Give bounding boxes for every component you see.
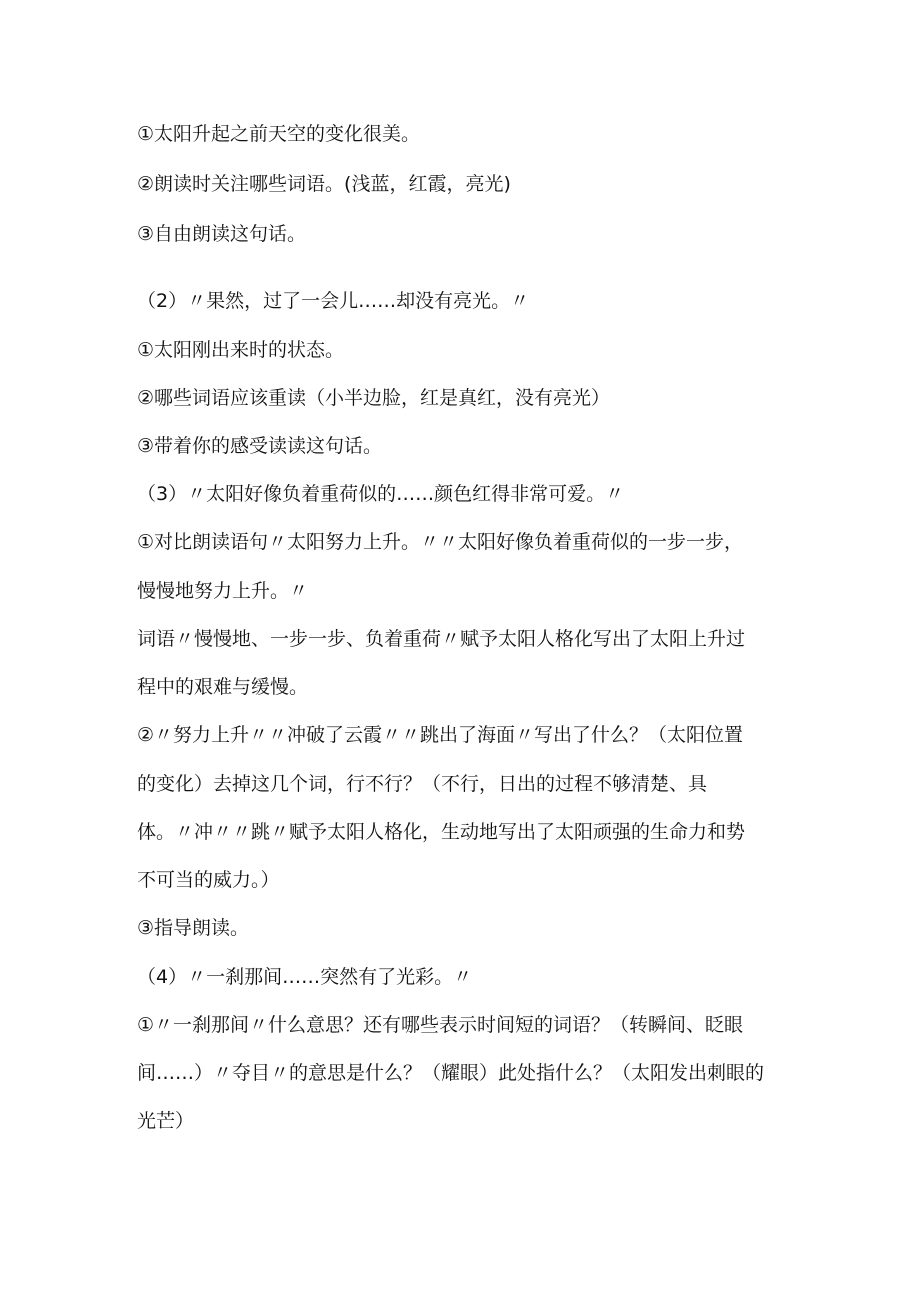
text-line: 光芒） — [137, 1110, 195, 1132]
text-line: ②朗读时关注哪些词语。(浅蓝，红霞，亮光) — [137, 173, 511, 195]
text-line: 不可当的威力。） — [137, 869, 280, 891]
text-line: 慢慢地努力上升。〃 — [137, 580, 309, 602]
text-line: ②哪些词语应该重读（小半边脸，红是真红，没有亮光） — [137, 387, 611, 409]
text-line: 的变化）去掉这几个词，行不行？（不行，日出的过程不够清楚、具 — [137, 773, 708, 795]
text-line: ③指导朗读。 — [137, 917, 250, 939]
text-line: 程中的艰难与缓慢。 — [137, 676, 309, 698]
section-heading: （3）〃太阳好像负着重荷似的……颜色红得非常可爱。〃 — [137, 483, 625, 505]
text-line: ①对比朗读语句〃太阳努力上升。〃〃太阳好像负着重荷似的一步一步， — [137, 531, 744, 553]
text-line: ③自由朗读这句话。 — [137, 223, 307, 245]
text-line: 间……）〃夺目〃的意思是什么？（耀眼）此处指什么？（太阳发出刺眼的 — [137, 1062, 765, 1084]
text-line: ①〃一刹那间〃什么意思？还有哪些表示时间短的词语？（转瞬间、眨眼 — [137, 1014, 744, 1036]
text-line: ①太阳升起之前天空的变化很美。 — [137, 123, 421, 145]
text-line: 词语〃慢慢地、一步一步、负着重荷〃赋予太阳人格化写出了太阳上升过 — [137, 628, 746, 650]
section-heading: （2）〃果然，过了一会儿……却没有亮光。〃 — [137, 290, 530, 312]
section-heading: （4）〃一刹那间……突然有了光彩。〃 — [137, 966, 473, 988]
text-line: 体。〃冲〃〃跳〃赋予太阳人格化，生动地写出了太阳顽强的生命力和势 — [137, 821, 746, 843]
text-line: ①太阳刚出来时的状态。 — [137, 339, 345, 361]
text-line: ③带着你的感受读读这句话。 — [137, 435, 383, 457]
text-line: ②〃努力上升〃〃冲破了云霞〃〃跳出了海面〃写出了什么？（太阳位置 — [137, 724, 744, 746]
